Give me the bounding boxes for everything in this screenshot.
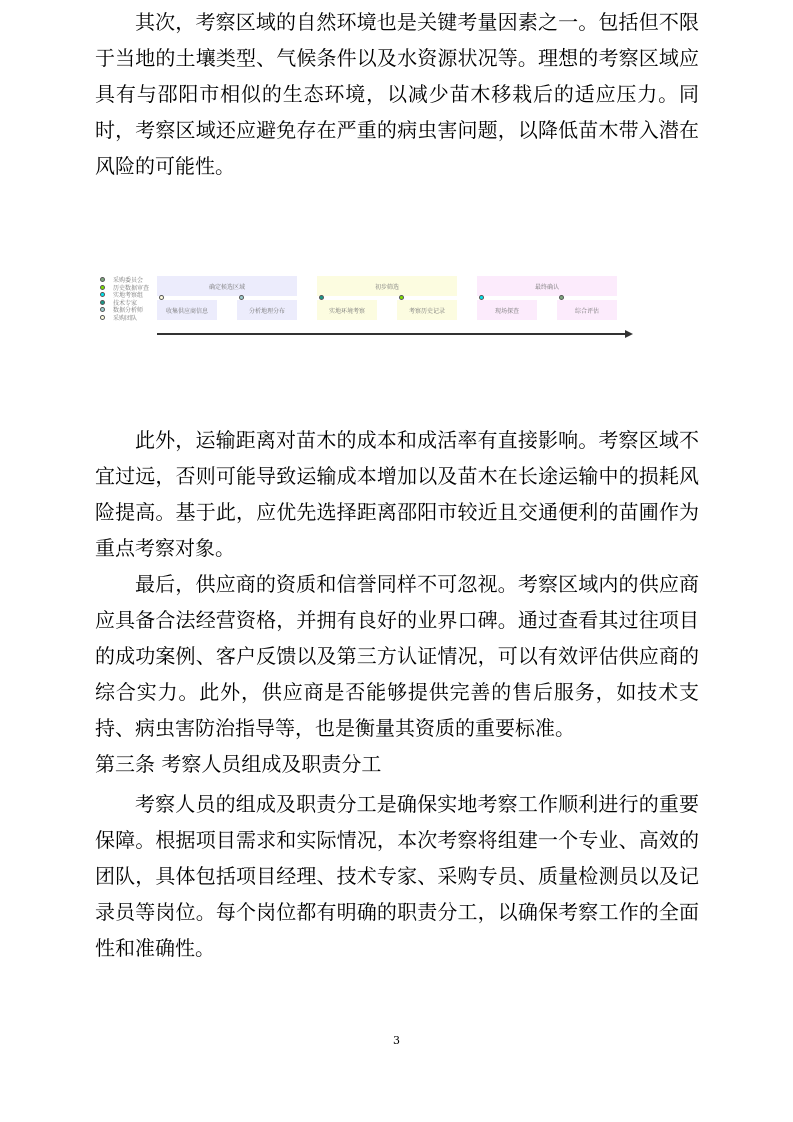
legend-dot-icon — [100, 300, 105, 305]
timeline-axis — [157, 333, 627, 335]
section-heading: 第三条 考察人员组成及职责分工 — [95, 752, 382, 776]
task-box: 考察历史记录 — [397, 300, 457, 320]
task-box: 综合评估 — [557, 300, 617, 320]
phase-box: 最终确认 — [477, 276, 617, 296]
task-dot-icon — [159, 295, 164, 300]
task-dot-icon — [239, 295, 244, 300]
phase-box: 初步筛选 — [317, 276, 457, 296]
paragraph-team-composition: 考察人员的组成及职责分工是确保实地考察工作顺利进行的重要保障。根据项目需求和实际情况，本次考察将组建一个专业、高效的团队，具体包括项目经理、技术专家、采购专员、质量检测员以及记录员等岗位。每个岗位都有明确的职责分工，以确保考察工作的全面性和准确性。 — [95, 792, 699, 960]
legend-dot-icon — [100, 285, 105, 290]
diagram-legend — [100, 276, 149, 321]
task-box: 实地环境考察 — [317, 300, 377, 320]
task-box: 现场探查 — [477, 300, 537, 320]
legend-dot-icon — [100, 277, 105, 282]
arrow-right-icon — [625, 330, 633, 338]
paragraph-supplier-qualification: 最后，供应商的资质和信誉同样不可忽视。考察区域内的供应商应具备合法经营资格，并拥有良好的业界口碑。通过查看其过往项目的成功案例、客户反馈以及第三方认证情况，可以有效评估供应商的综合实力。此外，供应商是否能够提供完善的售后服务，如技术支持、病虫害防治指导等，也是衡量其资质的重要标准。 — [95, 572, 699, 740]
legend-label: 采购团队 — [113, 314, 138, 322]
task-box: 分析地理分布 — [237, 300, 297, 320]
paragraph-natural-environment: 其次，考察区域的自然环境也是关键考量因素之一。包括但不限于当地的土壤类型、气候条件以及水资源状况等。理想的考察区域应具有与邵阳市相似的生态环境，以减少苗木移栽后的适应压力。同时，考察区域还应避免存在严重的病虫害问题，以降低苗木带入潜在风险的可能性。 — [95, 10, 699, 178]
legend-dot-icon — [100, 307, 105, 312]
task-dot-icon — [479, 295, 484, 300]
legend-dot-icon — [100, 315, 105, 320]
process-timeline-diagram — [95, 272, 640, 344]
legend-label: 采购委员会 — [113, 277, 144, 285]
task-dot-icon — [399, 295, 404, 300]
legend-label: 实地考察组 — [113, 292, 144, 300]
task-box: 收集供应商信息 — [157, 300, 217, 320]
page-number: 3 — [393, 1034, 400, 1047]
legend-label: 数据分析师 — [113, 307, 144, 315]
legend-label: 历史数据审查 — [113, 284, 150, 292]
paragraph-transport-distance: 此外，运输距离对苗木的成本和成活率有直接影响。考察区域不宜过远，否则可能导致运输成本增加以及苗木在长途运输中的损耗风险提高。基于此，应优先选择距离邵阳市较近且交通便利的苗圃作为重点考察对象。 — [95, 428, 699, 560]
task-dot-icon — [559, 295, 564, 300]
phase-box: 确定候选区域 — [157, 276, 297, 296]
task-dot-icon — [319, 295, 324, 300]
legend-label: 技术专家 — [113, 299, 138, 307]
legend-item — [100, 314, 149, 322]
legend-dot-icon — [100, 292, 105, 297]
